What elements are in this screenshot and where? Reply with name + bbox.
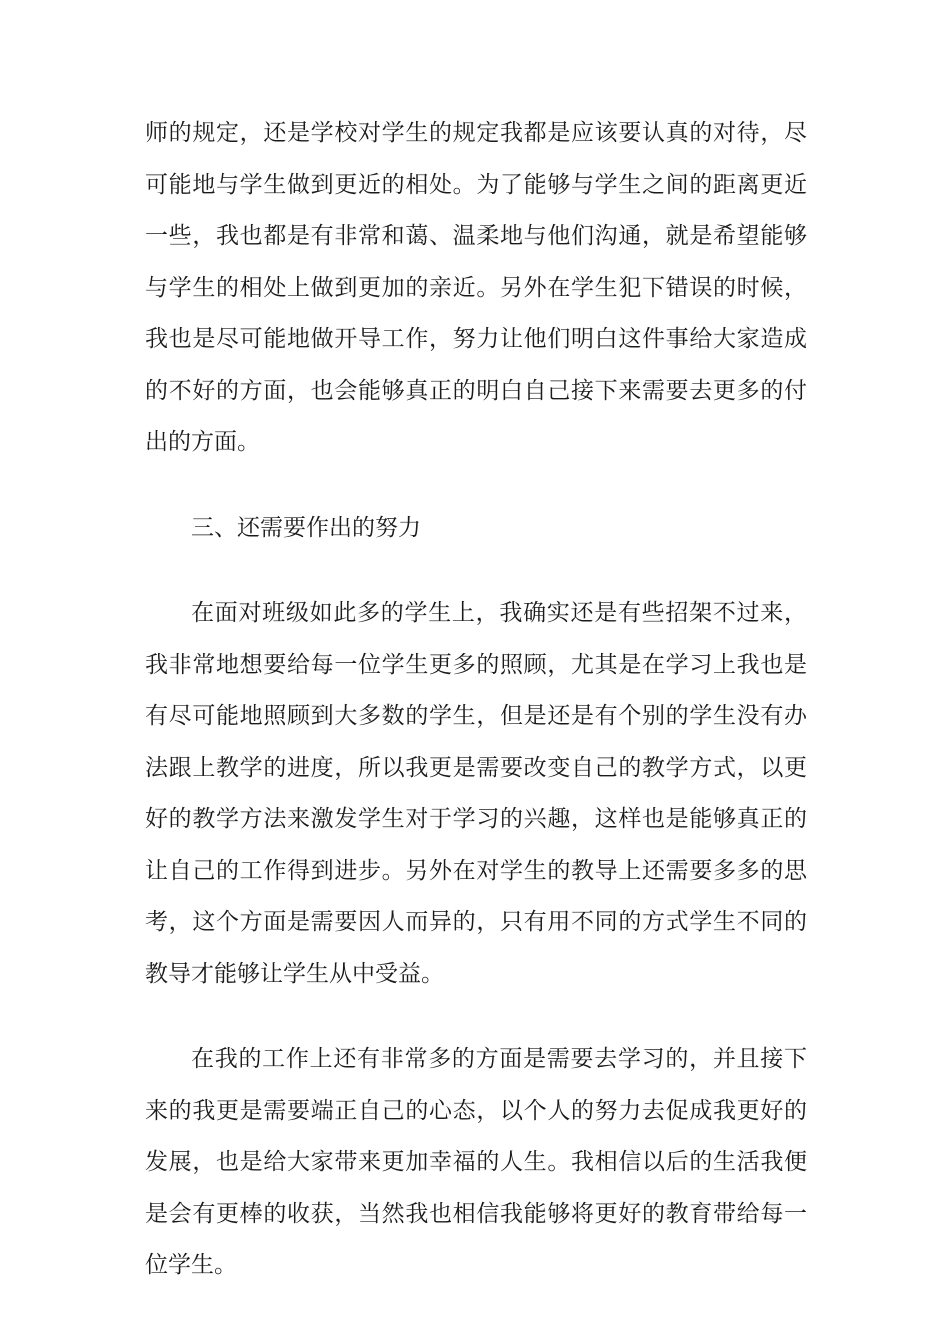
paragraph-continued bbox=[145, 108, 807, 469]
paragraph-gap bbox=[145, 469, 807, 503]
text-line: 让自己的工作得到进步。另外在对学生的教导上还需要多多的思 bbox=[145, 857, 807, 884]
text-line: 法跟上教学的进度，所以我更是需要改变自己的教学方式，以更 bbox=[145, 754, 807, 781]
section-heading: 三、还需要作出的努力 bbox=[191, 514, 421, 541]
text-line: 教导才能够让学生从中受益。 bbox=[145, 960, 444, 987]
text-line: 一些，我也都是有非常和蔼、温柔地与他们沟通，就是希望能够 bbox=[145, 223, 807, 249]
text-line: 位学生。 bbox=[145, 1252, 237, 1278]
text-line: 发展，也是给大家带来更加幸福的人生。我相信以后的生活我便 bbox=[145, 1149, 807, 1175]
text-line: 在面对班级如此多的学生上，我确实还是有些招架不过来， bbox=[191, 600, 807, 626]
document-body bbox=[145, 108, 807, 1292]
text-line: 与学生的相处上做到更加的亲近。另外在学生犯下错误的时候， bbox=[145, 274, 807, 301]
text-line: 来的我更是需要端正自己的心态，以个人的努力去促成我更好的 bbox=[145, 1097, 807, 1124]
text-line: 出的方面。 bbox=[145, 429, 260, 455]
text-line: 有尽可能地照顾到大多数的学生，但是还是有个别的学生没有办 bbox=[145, 703, 807, 729]
paragraph-efforts bbox=[145, 588, 807, 1000]
text-line: 好的教学方法来激发学生对于学习的兴趣，这样也是能够真正的 bbox=[145, 806, 807, 832]
text-line: 的不好的方面，也会能够真正的明白自己接下来需要去更多的付 bbox=[145, 377, 807, 404]
paragraph-gap bbox=[145, 554, 807, 588]
text-line: 可能地与学生做到更近的相处。为了能够与学生之间的距离更近 bbox=[145, 171, 807, 198]
paragraph-gap bbox=[145, 1000, 807, 1034]
text-line: 在我的工作上还有非常多的方面是需要去学习的，并且接下 bbox=[191, 1046, 807, 1072]
text-line: 是会有更棒的收获，当然我也相信我能够将更好的教育带给每一 bbox=[145, 1200, 807, 1227]
paragraph-closing bbox=[145, 1034, 807, 1292]
text-line: 师的规定，还是学校对学生的规定我都是应该要认真的对待，尽 bbox=[145, 120, 807, 146]
text-line: 考，这个方面是需要因人而异的，只有用不同的方式学生不同的 bbox=[145, 909, 807, 935]
text-line: 我非常地想要给每一位学生更多的照顾，尤其是在学习上我也是 bbox=[145, 651, 807, 678]
text-line: 我也是尽可能地做开导工作，努力让他们明白这件事给大家造成 bbox=[145, 326, 807, 352]
